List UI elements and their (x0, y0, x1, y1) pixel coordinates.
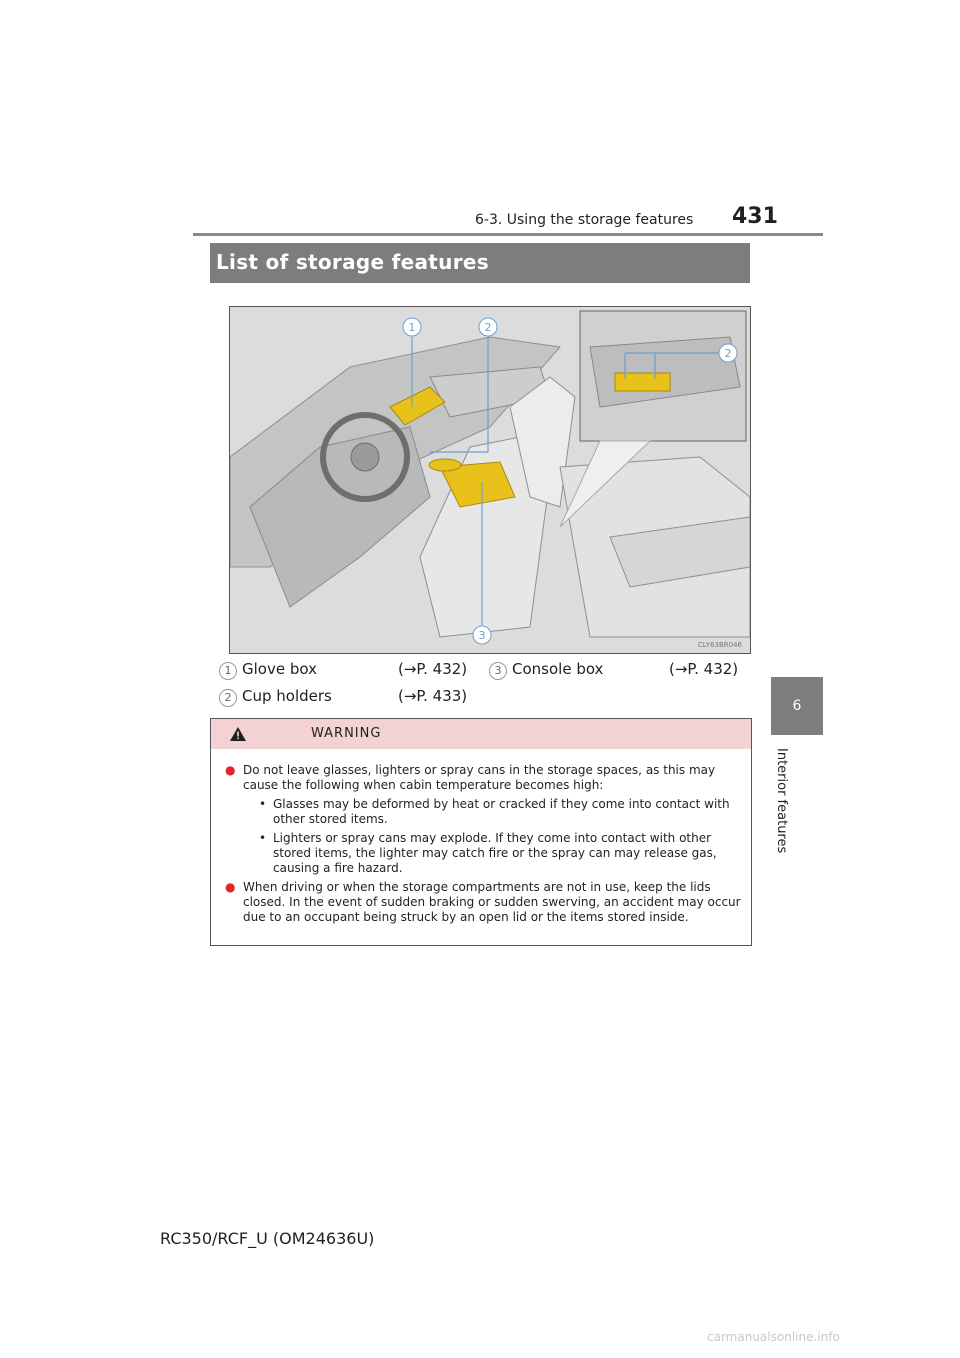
warning-sub-text: Lighters or spray cans may explode. If they come into contact with other stored items, the lighter may catch fire or the spray can may release gas, causing a fire hazard. (273, 831, 717, 875)
watermark: carmanualsonline.info (707, 1330, 840, 1344)
legend-number: 2 (219, 689, 237, 707)
legend-item-console-box (489, 660, 507, 680)
warning-sub-item (243, 831, 745, 876)
legend-item-cup-holders (219, 687, 237, 707)
section-title: List of storage features (216, 250, 489, 274)
car-interior-drawing (230, 307, 750, 653)
header-section: 6-3. Using the storage features (475, 212, 694, 228)
callout-3 (473, 626, 491, 644)
warning-bullet-text: Do not leave glasses, lighters or spray cans in the storage spaces, as this may cause the following when cabin temperature becomes high: (243, 763, 716, 792)
callout-2 (479, 318, 497, 336)
svg-text:1: 1 (408, 321, 416, 334)
legend-item-glove-box (219, 660, 237, 680)
bullet-marker: ● (225, 763, 236, 777)
legend-ref[interactable]: (→P. 432) (398, 660, 468, 678)
legend-number: 1 (219, 662, 237, 680)
inset-callout-2 (719, 344, 737, 362)
manual-code-footer: RC350/RCF_U (OM24636U) (160, 1229, 375, 1248)
warning-header (211, 719, 751, 749)
page-number: 431 (732, 204, 778, 229)
section-title-bar (210, 243, 750, 283)
callout-1 (403, 318, 421, 336)
header-rule (193, 233, 823, 236)
legend-label: Cup holders (242, 687, 332, 705)
warning-heading: WARNING (311, 726, 382, 741)
legend-label: Glove box (242, 660, 317, 678)
interior-illustration (229, 306, 751, 654)
warning-bullet (225, 880, 745, 925)
svg-text:2: 2 (484, 321, 492, 334)
warning-sub-item (243, 797, 745, 827)
warning-bullet-text: When driving or when the storage compartments are not in use, keep the lids closed. In the event of sudden braking or sudden swerving, an accident may occur due to an occupant being struck by an open lid or the items stored inside. (243, 880, 741, 924)
warning-body (225, 763, 745, 929)
warning-bullet (225, 763, 745, 876)
sub-marker: • (259, 797, 267, 811)
figure-code: CLY63BR046 (697, 641, 742, 649)
legend-number: 3 (489, 662, 507, 680)
warning-box (210, 718, 752, 946)
warning-triangle-icon (229, 726, 247, 742)
bullet-marker: ● (225, 880, 236, 894)
warning-sub-text: Glasses may be deformed by heat or cracked if they come into contact with other stored items. (273, 797, 730, 826)
chapter-tab-label: Interior features (774, 748, 789, 854)
legend-ref[interactable]: (→P. 433) (398, 687, 468, 705)
legend-label: Console box (512, 660, 604, 678)
chapter-tab[interactable]: 6 (771, 677, 823, 735)
svg-text:2: 2 (724, 347, 732, 360)
sub-marker: • (259, 831, 267, 845)
legend-ref[interactable]: (→P. 432) (669, 660, 739, 678)
svg-text:3: 3 (478, 629, 486, 642)
